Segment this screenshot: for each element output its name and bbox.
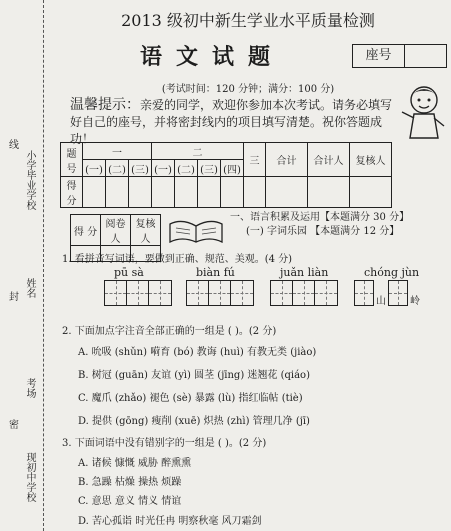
question-3-option-a[interactable]: A. 诸候 慷慨 威胁 醉熏熏 <box>78 458 192 469</box>
pinyin-1: pū sà <box>114 266 144 279</box>
binding-seal-word: 封 <box>9 292 19 303</box>
writing-grid-4b[interactable] <box>388 280 408 306</box>
section-title: 一、语言积累及运用【本题满分 30 分】 <box>230 212 410 223</box>
writing-grid-4a[interactable] <box>354 280 374 306</box>
sub-col: (三) <box>129 160 152 177</box>
reviewer-header: 复核人 <box>350 143 392 177</box>
grader-checker-label: 复核人 <box>131 215 161 246</box>
score-cell[interactable] <box>350 177 392 208</box>
exam-page <box>48 0 448 531</box>
total-person-header: 合计人 <box>308 143 350 177</box>
question-3-option-d[interactable]: D. 苦心孤诣 时光任冉 明察秋毫 风刀霜剑 <box>78 516 262 527</box>
seat-label: 座号 <box>353 45 405 67</box>
row-label-score: 得分 <box>61 177 83 208</box>
exam-room-label: 考场 <box>24 378 35 398</box>
row-label-question: 题号 <box>61 143 83 177</box>
total-header: 合计 <box>266 143 308 177</box>
writing-grid-3[interactable] <box>270 280 338 306</box>
sub-col: (一) <box>152 160 175 177</box>
current-school-label: 现初中学校 <box>24 452 35 502</box>
score-table <box>60 142 392 208</box>
score-cell[interactable] <box>221 177 244 208</box>
score-cell[interactable] <box>266 177 308 208</box>
question-3-option-c[interactable]: C. 意思 意义 情义 情谊 <box>78 496 182 507</box>
sub-col: (二) <box>106 160 129 177</box>
name-label: 姓名 <box>24 278 35 298</box>
sub-col: (四) <box>221 160 244 177</box>
school-label: 小学毕业学校 <box>24 150 35 210</box>
section-subtitle: (一) 字词乐园 【本题满分 12 分】 <box>246 226 400 237</box>
tip-body: 亲爱的同学，欢迎你参加本次考试。请务必填写好自己的座号，并将密封线内的项目填写清楚。祝你答题成功！ <box>70 98 393 146</box>
exam-info: (考试时间：120 分钟；满分：100 分) <box>161 84 335 95</box>
score-cell[interactable] <box>129 177 152 208</box>
pinyin-4: chóng jùn <box>364 266 420 279</box>
question-2-stem: 2. 下面加点字注音全部正确的一组是 ( )。(2 分) <box>62 326 277 337</box>
score-cell[interactable] <box>106 177 129 208</box>
pinyin-2: biàn fú <box>196 266 235 279</box>
sub-col: (三) <box>198 160 221 177</box>
subject-title: 语文试题 <box>140 44 285 70</box>
question-3-stem: 3. 下面词语中没有错别字的一组是 ( )。(2 分) <box>62 438 267 449</box>
question-1-stem: 1. 看拼音写词语，要做到正确、规范、美观。(4 分) <box>62 254 293 265</box>
score-cell[interactable] <box>152 177 175 208</box>
binding-secret-word: 密 <box>9 420 19 431</box>
group-two: 二 <box>152 143 244 160</box>
writing-grid-2[interactable] <box>186 280 254 306</box>
student-cartoon-icon <box>398 82 448 142</box>
pinyin-extra-shan: 山 <box>376 296 386 307</box>
open-book-icon <box>168 218 224 244</box>
question-2-option-c[interactable]: C. 魔爪 (zhǎo) 褪色 (sè) 暴露 (lù) 指红临帖 (tiè) <box>78 393 303 404</box>
sub-col: (二) <box>175 160 198 177</box>
grader-score-label: 得 分 <box>71 215 101 246</box>
sub-col: (一) <box>83 160 106 177</box>
question-2-option-d[interactable]: D. 提供 (gōng) 瘦削 (xuē) 炽热 (zhì) 管理几净 (jī) <box>78 416 310 427</box>
question-2-option-a[interactable]: A. 吮吸 (shǔn) 嗬育 (bó) 教诲 (huì) 有教无类 (jiào) <box>78 347 317 358</box>
pinyin-extra-ling: 岭 <box>410 296 420 307</box>
question-3-option-b[interactable]: B. 急躁 枯燥 操热 烦躁 <box>78 477 182 488</box>
score-cell[interactable] <box>244 177 266 208</box>
group-one: 一 <box>83 143 152 160</box>
question-2-option-b[interactable]: B. 树冠 (guān) 友谊 (yì) 圆茎 (jīng) 迷翘花 (qiáo) <box>78 370 310 381</box>
pinyin-3: juǎn liàn <box>280 266 329 279</box>
exam-title: 2013 级初中新生学业水平质量检测 <box>121 11 375 30</box>
score-cell[interactable] <box>83 177 106 208</box>
binding-margin <box>0 0 44 531</box>
group-three: 三 <box>244 143 266 177</box>
score-cell[interactable] <box>175 177 198 208</box>
tip-head: 温馨提示： <box>70 97 140 113</box>
seat-number-field[interactable] <box>405 45 446 67</box>
score-cell[interactable] <box>308 177 350 208</box>
tip-text <box>70 97 400 148</box>
score-cell[interactable] <box>198 177 221 208</box>
writing-grid-1[interactable] <box>104 280 172 306</box>
binding-line-word: 线 <box>9 140 19 151</box>
grader-reviewer-label: 阅卷人 <box>101 215 131 246</box>
seat-number-box[interactable] <box>352 44 447 68</box>
